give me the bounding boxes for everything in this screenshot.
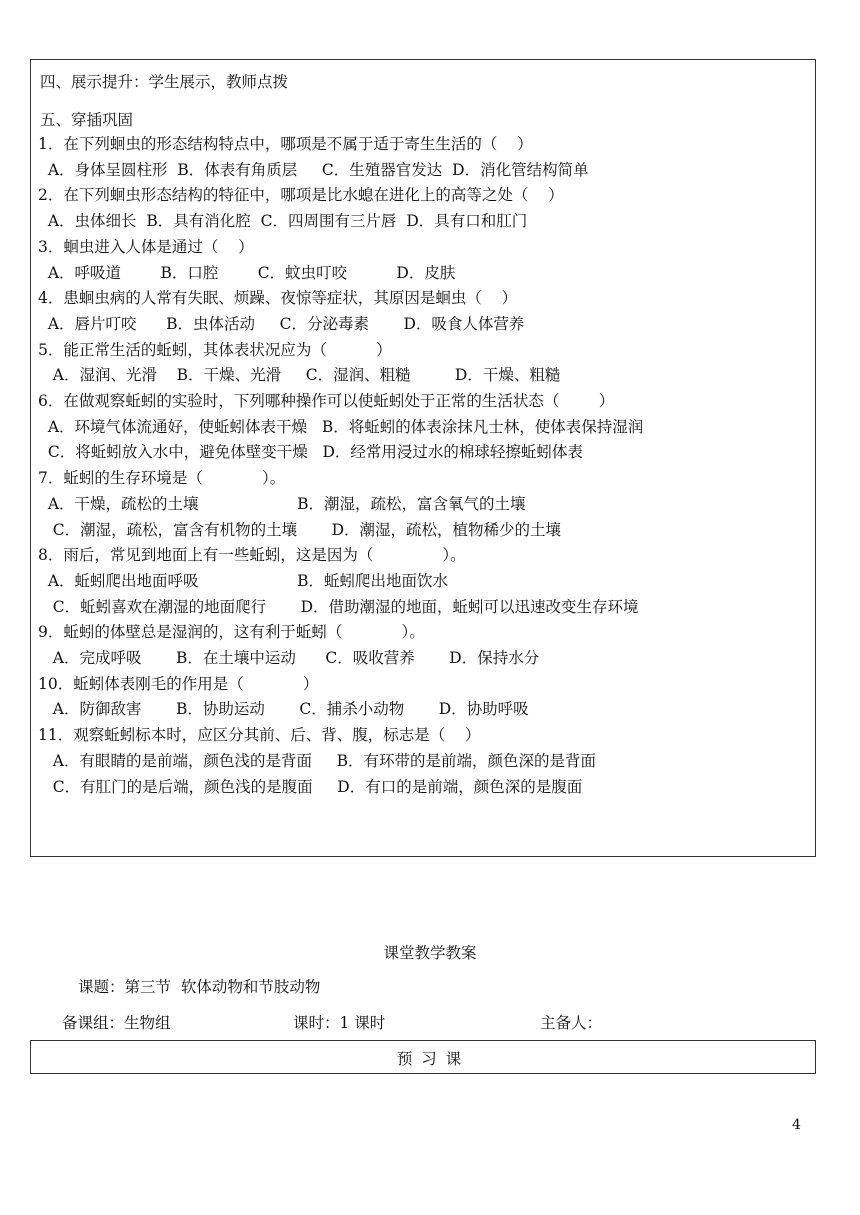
question-line: A．湿润、光滑 B．干燥、光滑 C．湿润、粗糙 D．干燥、粗糙 — [38, 366, 561, 385]
question-line: 7．蚯蚓的生存环境是（ ）。 — [38, 469, 286, 488]
question-line: 8．雨后，常见到地面上有一些蚯蚓，这是因为（ ）。 — [38, 546, 466, 565]
question-line: C．有肛门的是后端，颜色浅的是腹面 D．有口的是前端，颜色深的是腹面 — [38, 777, 583, 796]
preparer: 主备人： — [540, 1014, 603, 1032]
topic-line: 课题：第三节 软体动物和节肢动物 — [78, 978, 321, 996]
question-line: A．虫体细长 B．具有消化腔 C．四周围有三片唇 D．具有口和肛门 — [38, 212, 528, 231]
question-line: 3．蛔虫进入人体是通过（ ） — [38, 237, 254, 256]
prep-group: 备课组：生物组 — [62, 1014, 171, 1032]
question-line: 1．在下列蛔虫的形态结构特点中，哪项是不属于适于寄生生活的（ ） — [38, 135, 533, 153]
question-line: 11．观察蚯蚓标本时，应区分其前、后、背、腹，标志是（ ） — [38, 726, 481, 745]
question-line: A．蚯蚓爬出地面呼吸 B．蚯蚓爬出地面饮水 — [38, 571, 448, 590]
question-line: 5．能正常生活的蚯蚓，其体表状况应为（ ） — [38, 340, 392, 359]
section-5-heading: 五、穿插巩固 — [40, 111, 134, 129]
question-line: 6．在做观察蚯蚓的实验时，下列哪种操作可以使蚯蚓处于正常的生活状态（ ） — [38, 392, 615, 410]
question-line: 10．蚯蚓体表刚毛的作用是（ ） — [38, 674, 319, 693]
lesson-plan-title: 课堂教学教案 — [383, 944, 477, 962]
question-line: A．有眼睛的是前端，颜色浅的是背面 B．有环带的是前端，颜色深的是背面 — [38, 751, 597, 770]
section-4-heading: 四、展示提升：学生展示，教师点拨 — [40, 73, 289, 91]
question-line: A．防御敌害 B．协助运动 C．捕杀小动物 D．协助呼吸 — [38, 700, 529, 719]
question-line: 2．在下列蛔虫形态结构的特征中，哪项是比水螅在进化上的高等之处（ ） — [38, 186, 564, 205]
class-period: 课时：1 课时 — [293, 1014, 386, 1032]
question-line: C．蚯蚓喜欢在潮湿的地面爬行 D．借助潮湿的地面，蚯蚓可以迅速改变生存环境 — [38, 597, 639, 616]
question-line: A．身体呈圆柱形 B．体表有角质层 C．生殖器官发达 D．消化管结构简单 — [38, 160, 589, 179]
page-number: 4 — [792, 1117, 801, 1133]
question-line: C．潮湿，疏松，富含有机物的土壤 D．潮湿，疏松，植物稀少的土壤 — [38, 520, 562, 539]
question-line: C．将蚯蚓放入水中，避免体壁变干燥 D．经常用浸过水的棉球轻擦蚯蚓体表 — [38, 443, 583, 462]
question-line: A．完成呼吸 B．在土壤中运动 C．吸收营养 D．保持水分 — [38, 649, 540, 667]
question-line: A．唇片叮咬 B．虫体活动 C．分泌毒素 D．吸食人体营养 — [38, 314, 525, 333]
question-line: A．环境气体流通好，使蚯蚓体表干燥 B．将蚯蚓的体表涂抹凡士林，使体表保持湿润 — [38, 417, 644, 436]
question-line: 9．蚯蚓的体壁总是湿润的，这有利于蚯蚓（ ）。 — [38, 623, 425, 642]
question-line: A．呼吸道 B．口腔 C．蚊虫叮咬 D．皮肤 — [38, 263, 456, 282]
question-line: A．干燥，疏松的土壤 B．潮湿，疏松，富含氧气的土壤 — [38, 494, 526, 513]
preview-label: 预 习 课 — [396, 1050, 464, 1068]
question-line: 4．患蛔虫病的人常有失眠、烦躁、夜惊等症状，其原因是蛔虫（ ） — [38, 289, 518, 308]
